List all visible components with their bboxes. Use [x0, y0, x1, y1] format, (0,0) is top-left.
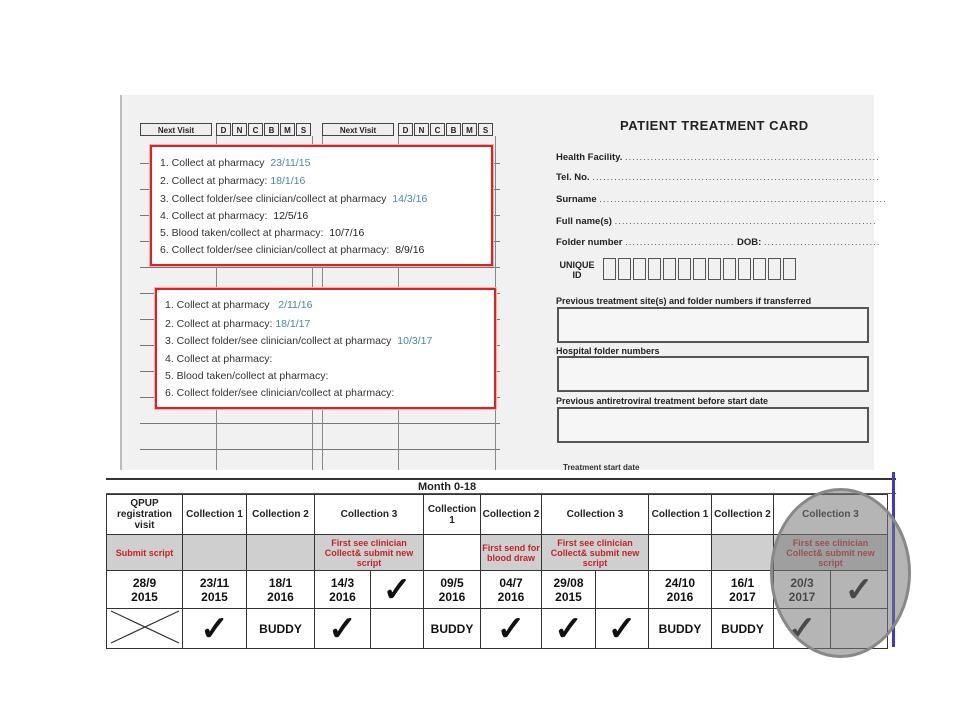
buddy-label: BUDDY — [649, 609, 712, 649]
check-icon: ✓ — [607, 609, 637, 648]
note-line — [160, 210, 308, 222]
note-line-text: 1. Collect at pharmacy — [165, 299, 270, 311]
instruction-cell: Submit script — [107, 535, 183, 571]
field-dots: .............................. — [625, 237, 735, 248]
header-collection: Collection 2 — [481, 495, 542, 535]
instruction-cell: First send for blood draw — [481, 535, 542, 571]
visit-date-part: 2016 — [497, 589, 525, 604]
visit-date-part: 2015 — [201, 589, 228, 604]
id-box — [663, 258, 676, 280]
visit-date — [542, 571, 596, 609]
note-line — [165, 335, 432, 347]
visit-date-part: 2016 — [438, 589, 466, 604]
field-full-names — [556, 216, 877, 227]
note-line-date: 18/1/16 — [270, 175, 306, 187]
visit-date — [247, 571, 315, 609]
note-line — [160, 157, 310, 169]
visit-date-part: 09/5 — [440, 575, 464, 590]
schedule-status-row — [107, 609, 888, 649]
note-line-date: 10/7/16 — [329, 227, 365, 239]
header-collection: Collection 3 — [315, 495, 424, 535]
note-line-date: 14/3/16 — [392, 193, 428, 205]
note-line — [165, 318, 310, 330]
check-icon — [315, 609, 371, 649]
previous-arv-label: Previous antiretroviral treatment before start date — [556, 396, 769, 406]
instruction-cell: First see clinician Collect& submit new script — [542, 535, 649, 571]
id-box — [708, 258, 721, 280]
note-line-text: 6. Collect folder/see clinician/collect at pharmacy: — [160, 244, 390, 256]
field-dots: ...................................................................... — [624, 152, 880, 163]
instruction-cell — [424, 535, 481, 571]
visit-date-part: 29/08 — [553, 575, 584, 590]
crossed-out-cell — [107, 609, 183, 649]
id-box — [603, 258, 616, 280]
grid-header-n-2: N — [414, 123, 429, 136]
header-collection: Collection 3 — [542, 495, 649, 535]
grid-header-d-2: D — [398, 123, 413, 136]
empty-cell — [371, 609, 424, 649]
check-icon: ✓ — [200, 609, 229, 648]
check-icon — [542, 609, 596, 649]
visit-date-part: 2017 — [729, 589, 756, 604]
visit-date — [424, 571, 481, 609]
header-collection: Collection 1 — [424, 495, 481, 535]
previous-arv-box — [557, 407, 869, 443]
field-label: Health Facility. — [556, 152, 623, 163]
check-icon — [596, 609, 649, 649]
visit-date — [481, 571, 542, 609]
grid-header-d: D — [216, 123, 231, 136]
note-line-text: 6. Collect folder/see clinician/collect at pharmacy: — [165, 387, 395, 399]
note-line-text: 5. Blood taken/collect at pharmacy: — [160, 227, 324, 239]
instruction-cell — [712, 535, 774, 571]
visit-date — [712, 571, 774, 609]
id-box — [783, 258, 796, 280]
hospital-folder-label: Hospital folder numbers — [556, 346, 660, 356]
visit-date — [596, 571, 649, 609]
check-icon — [371, 571, 424, 609]
id-box — [648, 258, 661, 280]
previous-site-box — [557, 307, 869, 343]
note-line-text: 2. Collect at pharmacy: — [160, 175, 268, 187]
grid-header-c: C — [248, 123, 263, 136]
unique-id-label: UNIQUE ID — [559, 260, 595, 280]
visit-date-part: 16/1 — [730, 575, 755, 590]
id-box — [678, 258, 691, 280]
header-collection: Collection 1 — [649, 495, 712, 535]
grid-header-b: B — [264, 123, 279, 136]
header-collection: Collection 1 — [183, 495, 247, 535]
field-dots: ............................................................................... — [599, 194, 887, 205]
check-icon: ✓ — [328, 609, 357, 648]
visit-grid-header — [140, 123, 500, 136]
grid-header-n: N — [232, 123, 247, 136]
note-line — [165, 387, 394, 399]
note-line — [160, 244, 424, 256]
note-line-text: 1. Collect at pharmacy — [160, 157, 265, 169]
header-collection: Collection 2 — [712, 495, 774, 535]
field-label: Folder number — [556, 237, 623, 248]
field-dots: ........................................................................ — [614, 216, 877, 227]
grid-header-c-2: C — [430, 123, 445, 136]
grid-header-next-visit: Next Visit — [140, 123, 212, 136]
visit-date — [183, 571, 247, 609]
note-line — [165, 370, 328, 382]
id-box — [768, 258, 781, 280]
grid-line — [140, 423, 500, 424]
note-line-text: 5. Blood taken/collect at pharmacy: — [165, 370, 329, 382]
visit-date-part: 23/11 — [199, 575, 230, 590]
previous-site-label: Previous treatment site(s) and folder numbers if transferred — [556, 296, 812, 306]
field-tel-no — [556, 172, 880, 183]
visit-date-part: 04/7 — [499, 575, 523, 590]
field-dots: ............................................................................... — [592, 172, 880, 183]
card-title: PATIENT TREATMENT CARD — [620, 118, 809, 133]
grid-header-m-2: M — [462, 123, 477, 136]
month-label: Month 0-18 — [418, 481, 477, 493]
grid-header-next-visit-2: Next Visit — [322, 123, 394, 136]
visit-date-part: 2016 — [666, 589, 694, 604]
hospital-folder-box — [557, 356, 869, 392]
start-date-label: Treatment start date — [563, 463, 640, 472]
visit-date-part: 24/10 — [664, 575, 696, 590]
field-label: Surname — [556, 194, 597, 205]
grid-line — [140, 267, 500, 268]
note-line — [165, 299, 313, 311]
id-box — [693, 258, 706, 280]
note-line-text: 4. Collect at pharmacy: — [160, 210, 268, 222]
note-line-text: 3. Collect folder/see clinician/collect at pharmacy — [165, 335, 392, 347]
visit-date-part: 2016 — [329, 589, 356, 604]
buddy-label: BUDDY — [247, 609, 315, 649]
field-surname — [556, 194, 887, 205]
check-icon: ✓ — [496, 609, 526, 648]
id-box — [633, 258, 646, 280]
visit-date-part: 2015 — [555, 589, 582, 604]
note-line-date: 10/3/17 — [397, 335, 433, 347]
id-box — [723, 258, 736, 280]
instruction-cell — [649, 535, 712, 571]
field-dots: ................................ — [763, 237, 881, 248]
instruction-cell — [247, 535, 315, 571]
id-box — [738, 258, 751, 280]
grid-header-b-2: B — [446, 123, 461, 136]
visit-date-part: 2015 — [131, 589, 158, 604]
id-box — [753, 258, 766, 280]
buddy-label: BUDDY — [712, 609, 774, 649]
visit-date-part: 14/3 — [330, 575, 355, 590]
note-line-text: 2. Collect at pharmacy: — [165, 318, 273, 330]
check-icon — [183, 609, 247, 649]
note-line — [160, 175, 305, 187]
note-line-date: 12/5/16 — [273, 210, 309, 222]
check-icon: ✓ — [382, 570, 412, 609]
visit-date — [649, 571, 712, 609]
visit-date — [107, 571, 183, 609]
field-label: Tel. No. — [556, 172, 590, 183]
field-health-facility — [556, 152, 880, 163]
visit-date-part: 28/9 — [132, 575, 157, 590]
check-icon — [481, 609, 542, 649]
instruction-note-year1 — [150, 145, 493, 266]
grid-header-s: S — [296, 123, 311, 136]
cross-icon — [109, 609, 181, 645]
schedule-month-header — [106, 478, 896, 494]
header-qpup-registration: QPUP registration visit — [107, 495, 183, 535]
grid-header-m: M — [280, 123, 295, 136]
note-line-date: 23/11/15 — [270, 157, 311, 169]
instruction-cell: First see clinician Collect& submit new script — [315, 535, 424, 571]
note-line — [165, 353, 272, 365]
note-line — [160, 193, 427, 205]
note-line-text: 4. Collect at pharmacy: — [165, 353, 273, 365]
header-collection: Collection 2 — [247, 495, 315, 535]
highlight-circle — [770, 488, 911, 658]
visit-date-part: 18/1 — [268, 575, 293, 590]
note-line — [160, 227, 364, 239]
note-line-text: 3. Collect folder/see clinician/collect at pharmacy — [160, 193, 387, 205]
check-icon: ✓ — [554, 609, 583, 648]
field-folder-number — [556, 237, 880, 248]
buddy-label: BUDDY — [424, 609, 481, 649]
field-label: Full name(s) — [556, 216, 612, 227]
instruction-cell — [183, 535, 247, 571]
grid-line — [140, 449, 500, 450]
unique-id-boxes — [603, 258, 798, 280]
note-line-date: 8/9/16 — [395, 244, 425, 256]
note-line-date: 2/11/16 — [278, 299, 313, 311]
instruction-note-year2 — [155, 288, 496, 409]
schedule-header-row — [107, 495, 888, 535]
id-box — [618, 258, 631, 280]
visit-date — [315, 571, 371, 609]
grid-header-s-2: S — [478, 123, 493, 136]
visit-date-part: 2016 — [267, 589, 294, 604]
note-line-date: 18/1/17 — [275, 318, 311, 330]
field-label-dob: DOB: — [736, 237, 762, 248]
